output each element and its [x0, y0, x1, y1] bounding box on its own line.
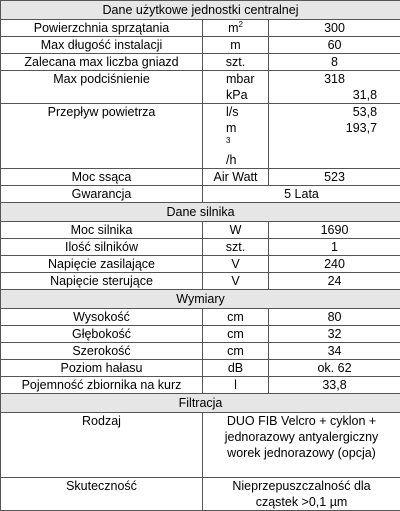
table-row	[1, 413, 400, 478]
spec-unit: V	[203, 273, 269, 290]
spec-value: 1	[269, 239, 400, 256]
spec-label: Powierzchnia sprzątania	[1, 20, 203, 37]
spec-label: Moc ssąca	[1, 169, 203, 186]
spec-value: 53,8 193,7	[269, 104, 400, 169]
spec-label: Przepływ powietrza	[1, 104, 203, 169]
table-row	[1, 326, 400, 343]
spec-label: Max podciśnienie	[1, 71, 203, 104]
spec-unit: m	[203, 37, 269, 54]
spec-label: Rodzaj	[1, 413, 203, 478]
spec-value: 24	[269, 273, 400, 290]
section-row	[1, 203, 400, 222]
table-row	[1, 37, 400, 54]
table-row	[1, 169, 400, 186]
table-row	[1, 20, 400, 37]
spec-value: 5 Lata	[203, 186, 400, 203]
spec-unit: V	[203, 256, 269, 273]
table-row	[1, 71, 400, 104]
section-row	[1, 290, 400, 309]
spec-unit: W	[203, 222, 269, 239]
spec-value: 32	[269, 326, 400, 343]
spec-value: 34	[269, 343, 400, 360]
table-row	[1, 360, 400, 377]
spec-unit: cm	[203, 343, 269, 360]
table-row	[1, 478, 400, 511]
table-row	[1, 104, 400, 169]
section-header-central: Dane użytkowe jednostki centralnej	[1, 1, 400, 20]
spec-label: Moc silnika	[1, 222, 203, 239]
spec-value: 523	[269, 169, 400, 186]
section-row	[1, 394, 400, 413]
table-row	[1, 273, 400, 290]
section-header-motor: Dane silnika	[1, 203, 400, 222]
spec-label: Szerokość	[1, 343, 203, 360]
section-header-dimensions: Wymiary	[1, 290, 400, 309]
spec-label: Gwarancja	[1, 186, 203, 203]
section-header-filtration: Filtracja	[1, 394, 400, 413]
spec-value: 300	[269, 20, 400, 37]
spec-unit: l	[203, 377, 269, 394]
spec-label: Napięcie sterujące	[1, 273, 203, 290]
spec-value: 33,8	[269, 377, 400, 394]
spec-value: 80	[269, 309, 400, 326]
spec-unit: szt.	[203, 239, 269, 256]
table-row	[1, 343, 400, 360]
spec-value: 318 31,8	[269, 71, 400, 104]
table-row	[1, 256, 400, 273]
table-row	[1, 186, 400, 203]
table-row	[1, 239, 400, 256]
table-row	[1, 377, 400, 394]
spec-value: DUO FIB Velcro + cyklon + jednorazowy antyalergiczny worek jednorazowy (opcja)	[203, 413, 400, 478]
table-row	[1, 309, 400, 326]
spec-unit: l/s m $^3$ /h	[203, 104, 269, 169]
spec-label: Skuteczność	[1, 478, 203, 511]
spec-label: Głębokość	[1, 326, 203, 343]
section-row	[1, 1, 400, 20]
spec-unit: $m^2$	[203, 20, 269, 37]
spec-unit: dB	[203, 360, 269, 377]
spec-value: 60	[269, 37, 400, 54]
spec-unit: mbar kPa	[203, 71, 269, 104]
spec-label: Ilość silników	[1, 239, 203, 256]
spec-value: ok. 62	[269, 360, 400, 377]
spec-unit: cm	[203, 326, 269, 343]
table-row	[1, 54, 400, 71]
spec-label: Napięcie zasilające	[1, 256, 203, 273]
spec-label: Max długość instalacji	[1, 37, 203, 54]
spec-label: Pojemność zbiornika na kurz	[1, 377, 203, 394]
spec-unit: cm	[203, 309, 269, 326]
spec-unit: Air Watt	[203, 169, 269, 186]
table-row	[1, 222, 400, 239]
spec-label: Poziom hałasu	[1, 360, 203, 377]
spec-value: 8	[269, 54, 400, 71]
spec-label: Zalecana max liczba gniazd	[1, 54, 203, 71]
spec-value: 1690	[269, 222, 400, 239]
spec-value: Nieprzepuszczalność dla cząstek >0,1 µm	[203, 478, 400, 511]
spec-label: Wysokość	[1, 309, 203, 326]
spec-unit: szt.	[203, 54, 269, 71]
spec-value: 240	[269, 256, 400, 273]
